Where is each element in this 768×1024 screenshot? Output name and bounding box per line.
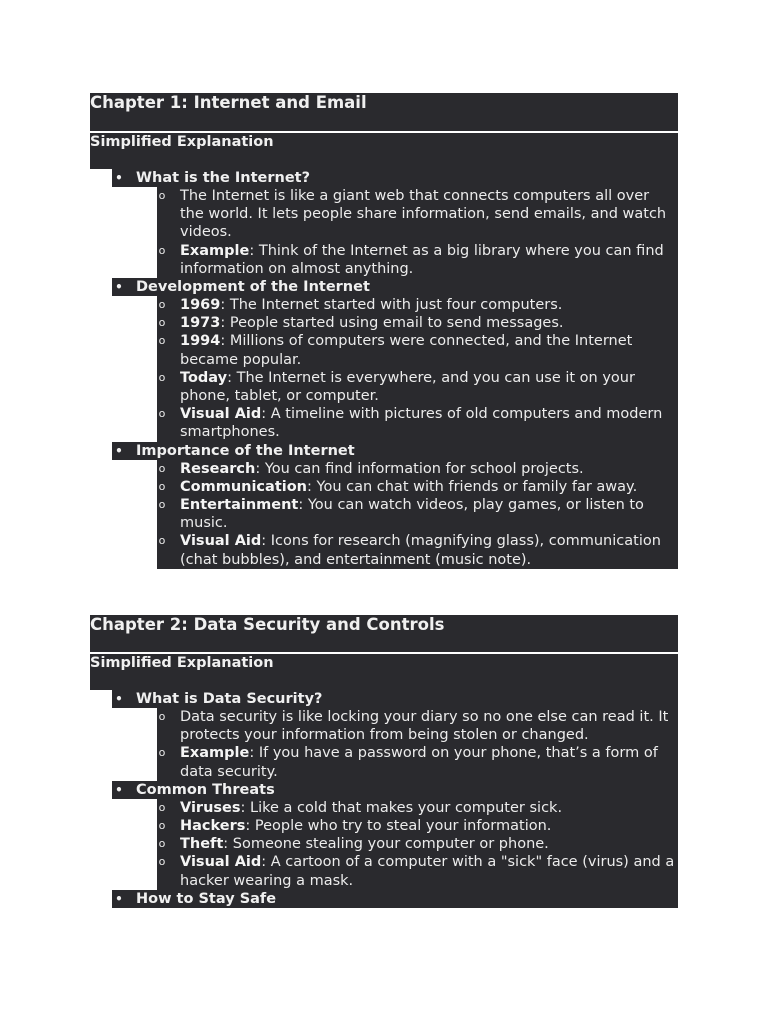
- circle-bullet-icon: o: [158, 855, 166, 869]
- spacer: [90, 113, 678, 131]
- spacer: [90, 635, 678, 652]
- bullet-icon: •: [115, 692, 123, 706]
- circle-bullet-icon: o: [158, 298, 166, 312]
- list-item: o 1973: People started using email to send messages.: [157, 314, 678, 332]
- list-item: o The Internet is like a giant web that connects computers all over the world. It lets people share information, send emails, and watch videos.: [157, 187, 678, 242]
- chapter-title: Chapter 1: Internet and Email: [90, 93, 678, 113]
- spacer: [90, 672, 678, 690]
- list-item: o Today: The Internet is everywhere, and you can use it on your phone, tablet, or computer.: [157, 369, 678, 405]
- topic-heading: • Common Threats: [112, 781, 678, 799]
- list-item: o Visual Aid: Icons for research (magnifying glass), communication (chat bubbles), and entertainment (music note).: [157, 532, 678, 568]
- circle-bullet-icon: o: [158, 800, 166, 814]
- circle-bullet-icon: o: [158, 189, 166, 202]
- bullet-icon: •: [115, 782, 123, 797]
- circle-bullet-icon: o: [158, 461, 166, 475]
- bullet-icon: •: [115, 171, 123, 185]
- list-item: o Theft: Someone stealing your computer or phone.: [157, 835, 678, 853]
- circle-bullet-icon: o: [158, 534, 166, 548]
- topic-heading: • Importance of the Internet: [112, 442, 678, 460]
- topic-heading: • What is Data Security?: [112, 690, 678, 708]
- list-item: o Visual Aid: A timeline with pictures of old computers and modern smartphones.: [157, 405, 678, 441]
- list-item: o Research: You can find information for school projects.: [157, 460, 678, 478]
- list-item: o Visual Aid: A cartoon of a computer with a "sick" face (virus) and a hacker wearing a mask.: [157, 853, 678, 889]
- topic-heading: • How to Stay Safe: [112, 890, 678, 908]
- circle-bullet-icon: o: [158, 243, 166, 257]
- bullet-icon: •: [115, 891, 123, 906]
- circle-bullet-icon: o: [158, 710, 166, 723]
- list-item: o 1969: The Internet started with just four computers.: [157, 296, 678, 314]
- circle-bullet-icon: o: [158, 316, 166, 330]
- list-item: o Hackers: People who try to steal your information.: [157, 817, 678, 835]
- circle-bullet-icon: o: [158, 837, 166, 851]
- circle-bullet-icon: o: [158, 407, 166, 421]
- topic-heading: • Development of the Internet: [112, 278, 678, 296]
- list-item: o 1994: Millions of computers were connected, and the Internet became popular.: [157, 332, 678, 368]
- circle-bullet-icon: o: [158, 498, 166, 512]
- circle-bullet-icon: o: [158, 819, 166, 833]
- list-item: o Communication: You can chat with friends or family far away.: [157, 478, 678, 496]
- section-subtitle: Simplified Explanation: [90, 654, 678, 672]
- circle-bullet-icon: o: [158, 370, 166, 384]
- spacer: [90, 151, 678, 169]
- list-item: o Example: If you have a password on your phone, that’s a form of data security.: [157, 744, 678, 780]
- chapter-2: [90, 615, 678, 908]
- chapter-title: Chapter 2: Data Security and Controls: [90, 615, 678, 635]
- section-subtitle: Simplified Explanation: [90, 133, 678, 151]
- bullet-icon: •: [115, 443, 123, 458]
- list-item: o Data security is like locking your diary so no one else can read it. It protects your information from being stolen or changed.: [157, 708, 678, 744]
- chapter-1: [90, 93, 678, 569]
- bullet-icon: •: [115, 280, 123, 295]
- circle-bullet-icon: o: [158, 479, 166, 493]
- list-item: o Entertainment: You can watch videos, play games, or listen to music.: [157, 496, 678, 532]
- topic-heading: • What is the Internet?: [112, 169, 678, 187]
- circle-bullet-icon: o: [158, 334, 166, 348]
- list-item: o Viruses: Like a cold that makes your computer sick.: [157, 799, 678, 817]
- list-item: o Example: Think of the Internet as a big library where you can find information on almost anything.: [157, 242, 678, 278]
- circle-bullet-icon: o: [158, 746, 166, 760]
